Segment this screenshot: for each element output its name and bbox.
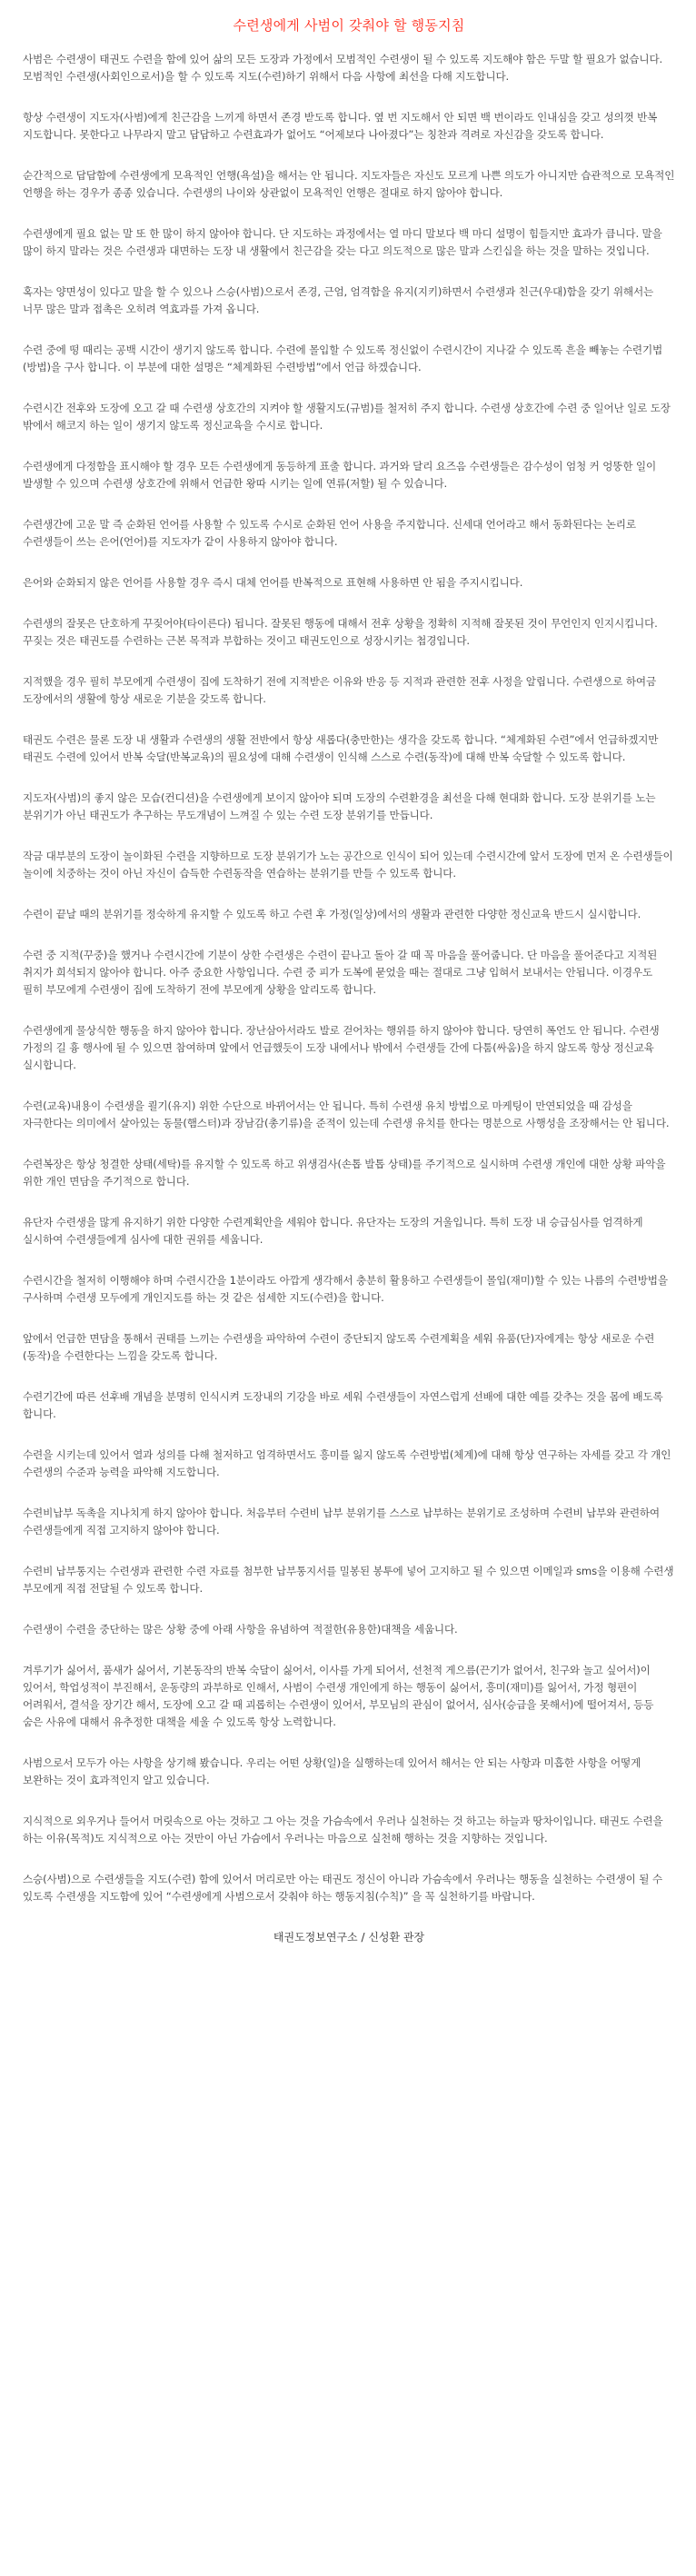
paragraph: 수련 중 지적(꾸중)을 했거나 수련시간에 기분이 상한 수련생은 수련이 끝나고 돌아 갈 때 꼭 마음을 풀어줍니다. 단 마음을 풀어준다고 지적된 취지가 희석되지 않아야 합니다. 아주 중요한 사항입니다. 수련 중 피가 도복에 묻었을 때는 절대로 그냥 입혀서 보내서는 안됩니다. 이경우도 필히 부모에게 수련생이 집에 도착하기 전에 부모에게 상황을 알리도록 합니다. <box>23 949 658 996</box>
paragraph: 수련 중에 떵 때리는 공백 시간이 생기지 않도록 합니다. 수련에 몰입할 수 있도록 정신없이 수련시간이 지나갈 수 있도록 흔을 빼놓는 수련기법(방법)을 구사 합니다. 이 부분에 대한 설명은 “체계화된 수련방법”에서 언급 하겠습니다. <box>23 343 663 373</box>
paragraph: 수련비 납부통지는 수련생과 관련한 수련 자료를 첨부한 납부통지서를 밀봉된 봉투에 넣어 고지하고 될 수 있으면 이메일과 sms을 이용해 수련생 부모에게 직접 전달될 수 있도록 합니다. <box>23 1565 674 1595</box>
paragraph: 태권도 수련은 물론 도장 내 생활과 수련생의 생활 전반에서 항상 새롭다(충만한)는 생각을 갖도록 합니다. “체계화된 수련”에서 언급하겠지만 태권도 수련에 있어서 반복 숙달(반복교육)의 필요성에 대해 수련생이 인식해 스스로 수련(동작)에 대해 반복 숙달할 수 있도록 합니다. <box>23 733 659 763</box>
paragraph: 수련이 끝날 때의 분위기를 정숙하게 유지할 수 있도록 하고 수련 후 가정(일상)에서의 생활과 관련한 다양한 정신교육 반드시 실시합니다. <box>23 908 641 920</box>
paragraph: 항상 수련생이 지도자(사범)에게 친근감을 느끼게 하면서 존경 받도록 합니다. 옆 번 지도해서 안 되면 백 번이라도 인내심을 갖고 성의껏 반복 지도합니다. 못한다고 나무라지 말고 답답하고 수련효과가 없어도 “어제보다 나아졌다”는 칭찬과 격려로 자신감을 갖도록 합니다. <box>23 111 658 141</box>
paragraph: 사범으로서 모두가 아는 사항을 상기해 봤습니다. 우리는 어떤 상황(일)을 실행하는데 있어서 해서는 안 되는 사항과 미흡한 사항을 어떻게 보완하는 것이 효과적인지 알고 있습니다. <box>23 1756 641 1786</box>
paragraph: 지도자(사범)의 좋지 않은 모습(컨디션)을 수련생에게 보이지 않아야 되며 도장의 수련환경을 최선을 다해 현대화 합니다. 도장 분위기를 노는 분위기가 아닌 태권도가 추구하는 무도개념이 느껴질 수 있는 수련 도장 분위기를 만듭니다. <box>23 791 656 821</box>
paragraph: 수련기간에 따른 선후배 개념을 분명히 인식시켜 도장내의 기강을 바로 세워 수련생들이 자연스럽게 선배에 대한 예를 갖추는 것을 몸에 배도록 합니다. <box>23 1390 663 1420</box>
paragraph: 수련생에게 다정함을 표시해야 할 경우 모든 수련생에게 동등하게 표출 합니다. 과거와 달리 요즈음 수련생들은 감수성이 엄청 커 엉뚱한 일이 발생할 수 있으며 수련생 상호간에 위해서 언급한 왕따 시키는 일에 연류(저할) 될 수 있습니다. <box>23 460 657 490</box>
paragraph: 혹자는 양면성이 있다고 말을 할 수 있으나 스승(사범)으로서 존경, 근엄, 엄격함을 유지(지키)하면서 수련생과 친근(우대)함을 갖기 위해서는 너무 많은 말과 접촉은 오히려 역효과를 가져 옵니다. <box>23 285 654 315</box>
paragraph: 지식적으로 외우거나 들어서 머릿속으로 아는 것하고 그 아는 것을 가슴속에서 우러나 실천하는 것 하고는 하늘과 땅차이입니다. 태권도 수련을 하는 이유(목적)도 지식적으로 아는 것만이 아닌 가슴에서 우러나는 마음으로 실천해 행하는 것을 지향하는 것입니다. <box>23 1815 663 1845</box>
paragraph: 스승(사범)으로 수련생들을 지도(수련) 함에 있어서 머리로만 아는 태권도 정신이 아니라 가슴속에서 우러나는 행동을 실천하는 수련생이 될 수 있도록 수련생을 지도함에 있어 “수련생에게 사범으로서 갖춰야 하는 행동지침(수칙)” 을 꼭 실천하기를 바랍니다. <box>23 1873 662 1903</box>
paragraph: 앞에서 언급한 면담을 통해서 권태를 느끼는 수련생을 파악하여 수련이 중단되지 않도록 수련계획을 세워 유품(단)자에게는 항상 새로운 수련(동작)을 수련한다는 느낌을 갖도록 합니다. <box>23 1332 655 1362</box>
paragraph: 유단자 수련생을 많게 유지하기 위한 다양한 수련계획안을 세워야 합니다. 유단자는 도장의 거울입니다. 특히 도장 내 승급심사를 엄격하게 실시하여 수련생들에게 심사에 대한 권위를 세웁니다. <box>23 1216 643 1246</box>
author-signature: 태권도정보연구소 / 신성환 관장 <box>273 1931 425 1944</box>
paragraph: 사범은 수련생이 태권도 수련을 함에 있어 삶의 모든 도장과 가정에서 모범적인 수련생이 될 수 있도록 지도해야 함은 두말 할 필요가 없습니다. 모범적인 수련생(사회인으로서)을 할 수 있도록 지도(수련)하기 위해서 다음 사항에 최선을 다해 지도합니다. <box>23 53 663 83</box>
paragraph: 작금 대부분의 도장이 놀이화된 수련을 지향하므로 도장 분위기가 노는 공간으로 인식이 되어 있는데 수련시간에 앞서 도장에 먼저 온 수련생들이 놀이에 치중하는 것이 아닌 자신이 습득한 수련동작을 연습하는 분위기를 만들 수 있도록 합니다. <box>23 850 673 880</box>
paragraph: 수련생에게 물상식한 행동을 하지 않아야 합니다. 장난삼아서라도 발로 걷어차는 행위를 하지 않아야 합니다. 당연히 폭언도 안 됩니다. 수련생 가정의 길 흉 행사에 될 수 있으면 참여하며 앞에서 언급했듯이 도장 내에서나 밖에서 수련생들 간에 다툼(싸움)을 하지 않도록 항상 정신교육 실시합니다. <box>23 1024 660 1071</box>
paragraph: 겨루기가 싫어서, 품새가 싫어서, 기본동작의 반복 숙달이 싫어서, 이사를 가게 되어서, 선천적 게으름(끈기가 없어서, 친구와 놀고 싶어서)이 있어서, 학업성적이 부진해서, 운동량의 과부하로 인해서, 사범이 수련생 개인에게 하는 행동이 싫어서, 흥미(재미)를 잃어서, 가정 형편이 어려워서, 결석을 장기간 해서, 도장에 오고 갈 때 괴롭히는 수련생이 있어서, 부모님의 관심이 없어서, 심사(승급을 못해서)에 떨어져서, 등등 숨은 사유에 대해서 유추정한 대책을 세울 수 있도록 항상 노력합니다. <box>23 1664 654 1728</box>
paragraph: 수련복장은 항상 청결한 상태(세탁)를 유지할 수 있도록 하고 위생검사(손톱 발톱 상태)를 주기적으로 실시하며 수련생 개인에 대한 상황 파악을 위한 개인 면담을 주기적으로 합니다. <box>23 1158 666 1188</box>
page-title: 수련생에게 사범이 갖춰야 할 행동지침 <box>233 17 465 34</box>
paragraph: 수련생이 수련을 중단하는 많은 상황 중에 아래 사항을 유념하여 적절한(유용한)대책을 세웁니다. <box>23 1623 458 1636</box>
paragraph: 지적했을 경우 필히 부모에게 수련생이 집에 도착하기 전에 지적받은 이유와 반응 등 지적과 관련한 전후 사정을 알립니다. 수련생으로 하여금 도장에서의 생활에 항상 새로운 기분을 갖도록 합니다. <box>23 675 657 705</box>
paragraph: 수련시간 전후와 도장에 오고 갈 때 수련생 상호간의 지켜야 할 생활지도(규범)를 철저히 주지 합니다. 수련생 상호간에 수련 중 일어난 일로 도장 밖에서 해코지 하는 일이 생기지 않도록 정신교육을 수시로 합니다. <box>23 402 671 432</box>
paragraph: 수련생간에 고운 말 즉 순화된 언어를 사용할 수 있도록 수시로 순화된 언어 사용을 주지합니다. 신세대 언어라고 해서 동화된다는 논리로 수련생들이 쓰는 은어(언어)를 지도자가 같이 사용하지 않아야 합니다. <box>23 518 636 548</box>
paragraph: 수련(교육)내용이 수련생을 쾰기(유지) 위한 수단으로 바뀌어서는 안 됩니다. 특히 수련생 유치 방법으로 마케팅이 만연되었을 때 감성을 자극한다는 의미에서 살아있는 동물(햄스터)과 장남감(총기류)을 준적이 있는데 수련생 유치를 한다는 명분으로 사행성을 조장해서는 안 됩니다. <box>23 1099 670 1129</box>
paragraph: 은어와 순화되지 않은 언어를 사용할 경우 즉시 대체 언어를 반복적으로 표현해 사용하면 안 됨을 주지시킵니다. <box>23 576 523 589</box>
paragraph: 수련을 시키는데 있어서 열과 성의를 다해 철저하고 엄격하면서도 흥미를 잃지 않도록 수련방법(체계)에 대해 항상 연구하는 자세를 갖고 각 개인 수련생의 수준과 능력을 파악해 지도합니다. <box>23 1448 671 1478</box>
paragraph: 수련생의 잘못은 단호하게 꾸짖어야(타이른다) 됩니다. 잘못된 행동에 대해서 전후 상황을 정확히 지적해 잘못된 것이 무언인지 인지시킵니다. 꾸짖는 것은 태권도를 수련하는 근본 목적과 부합하는 것이고 태권도인으로 성장시키는 첩경입니다. <box>23 617 658 647</box>
article-body <box>23 51 675 1905</box>
paragraph: 순간적으로 답답함에 수련생에게 모욕적인 언행(욕설)을 해서는 안 됩니다. 지도자들은 자신도 모르게 나쁜 의도가 아니지만 습관적으로 모욕적인 언행을 하는 경우가 종종 있습니다. 수련생의 나이와 상관없이 모욕적인 언행은 절대로 하지 않아야 합니다. <box>23 169 675 199</box>
paragraph: 수련시간을 철저히 이행해야 하며 수련시간을 1분이라도 아깝게 생각해서 충분히 활용하고 수련생들이 몰입(재미)할 수 있는 나름의 수련방법을 구사하며 수련생 모두에게 개인지도를 하는 것 같은 섬세한 지도(수련)을 합니다. <box>23 1274 668 1304</box>
paragraph: 수련비납부 독촉을 지나치게 하지 않아야 합니다. 처음부터 수련비 납부 분위기를 스스로 납부하는 분위기로 조성하며 수련비 납부와 관련하여 수련생들에게 직접 고지하지 않아야 합니다. <box>23 1507 660 1537</box>
paragraph: 수련생에게 필요 없는 말 또 한 많이 하지 않아야 합니다. 단 지도하는 과정에서는 열 마디 말보다 백 마디 설명이 힘들지만 효과가 큽니다. 말을 많이 하지 말라는 것은 수련생과 대면하는 도장 내 생활에서 친근감을 갖는 다고 의도적으로 많은 말과 스킨십을 하는 것을 말하는 것입니다. <box>23 227 662 257</box>
